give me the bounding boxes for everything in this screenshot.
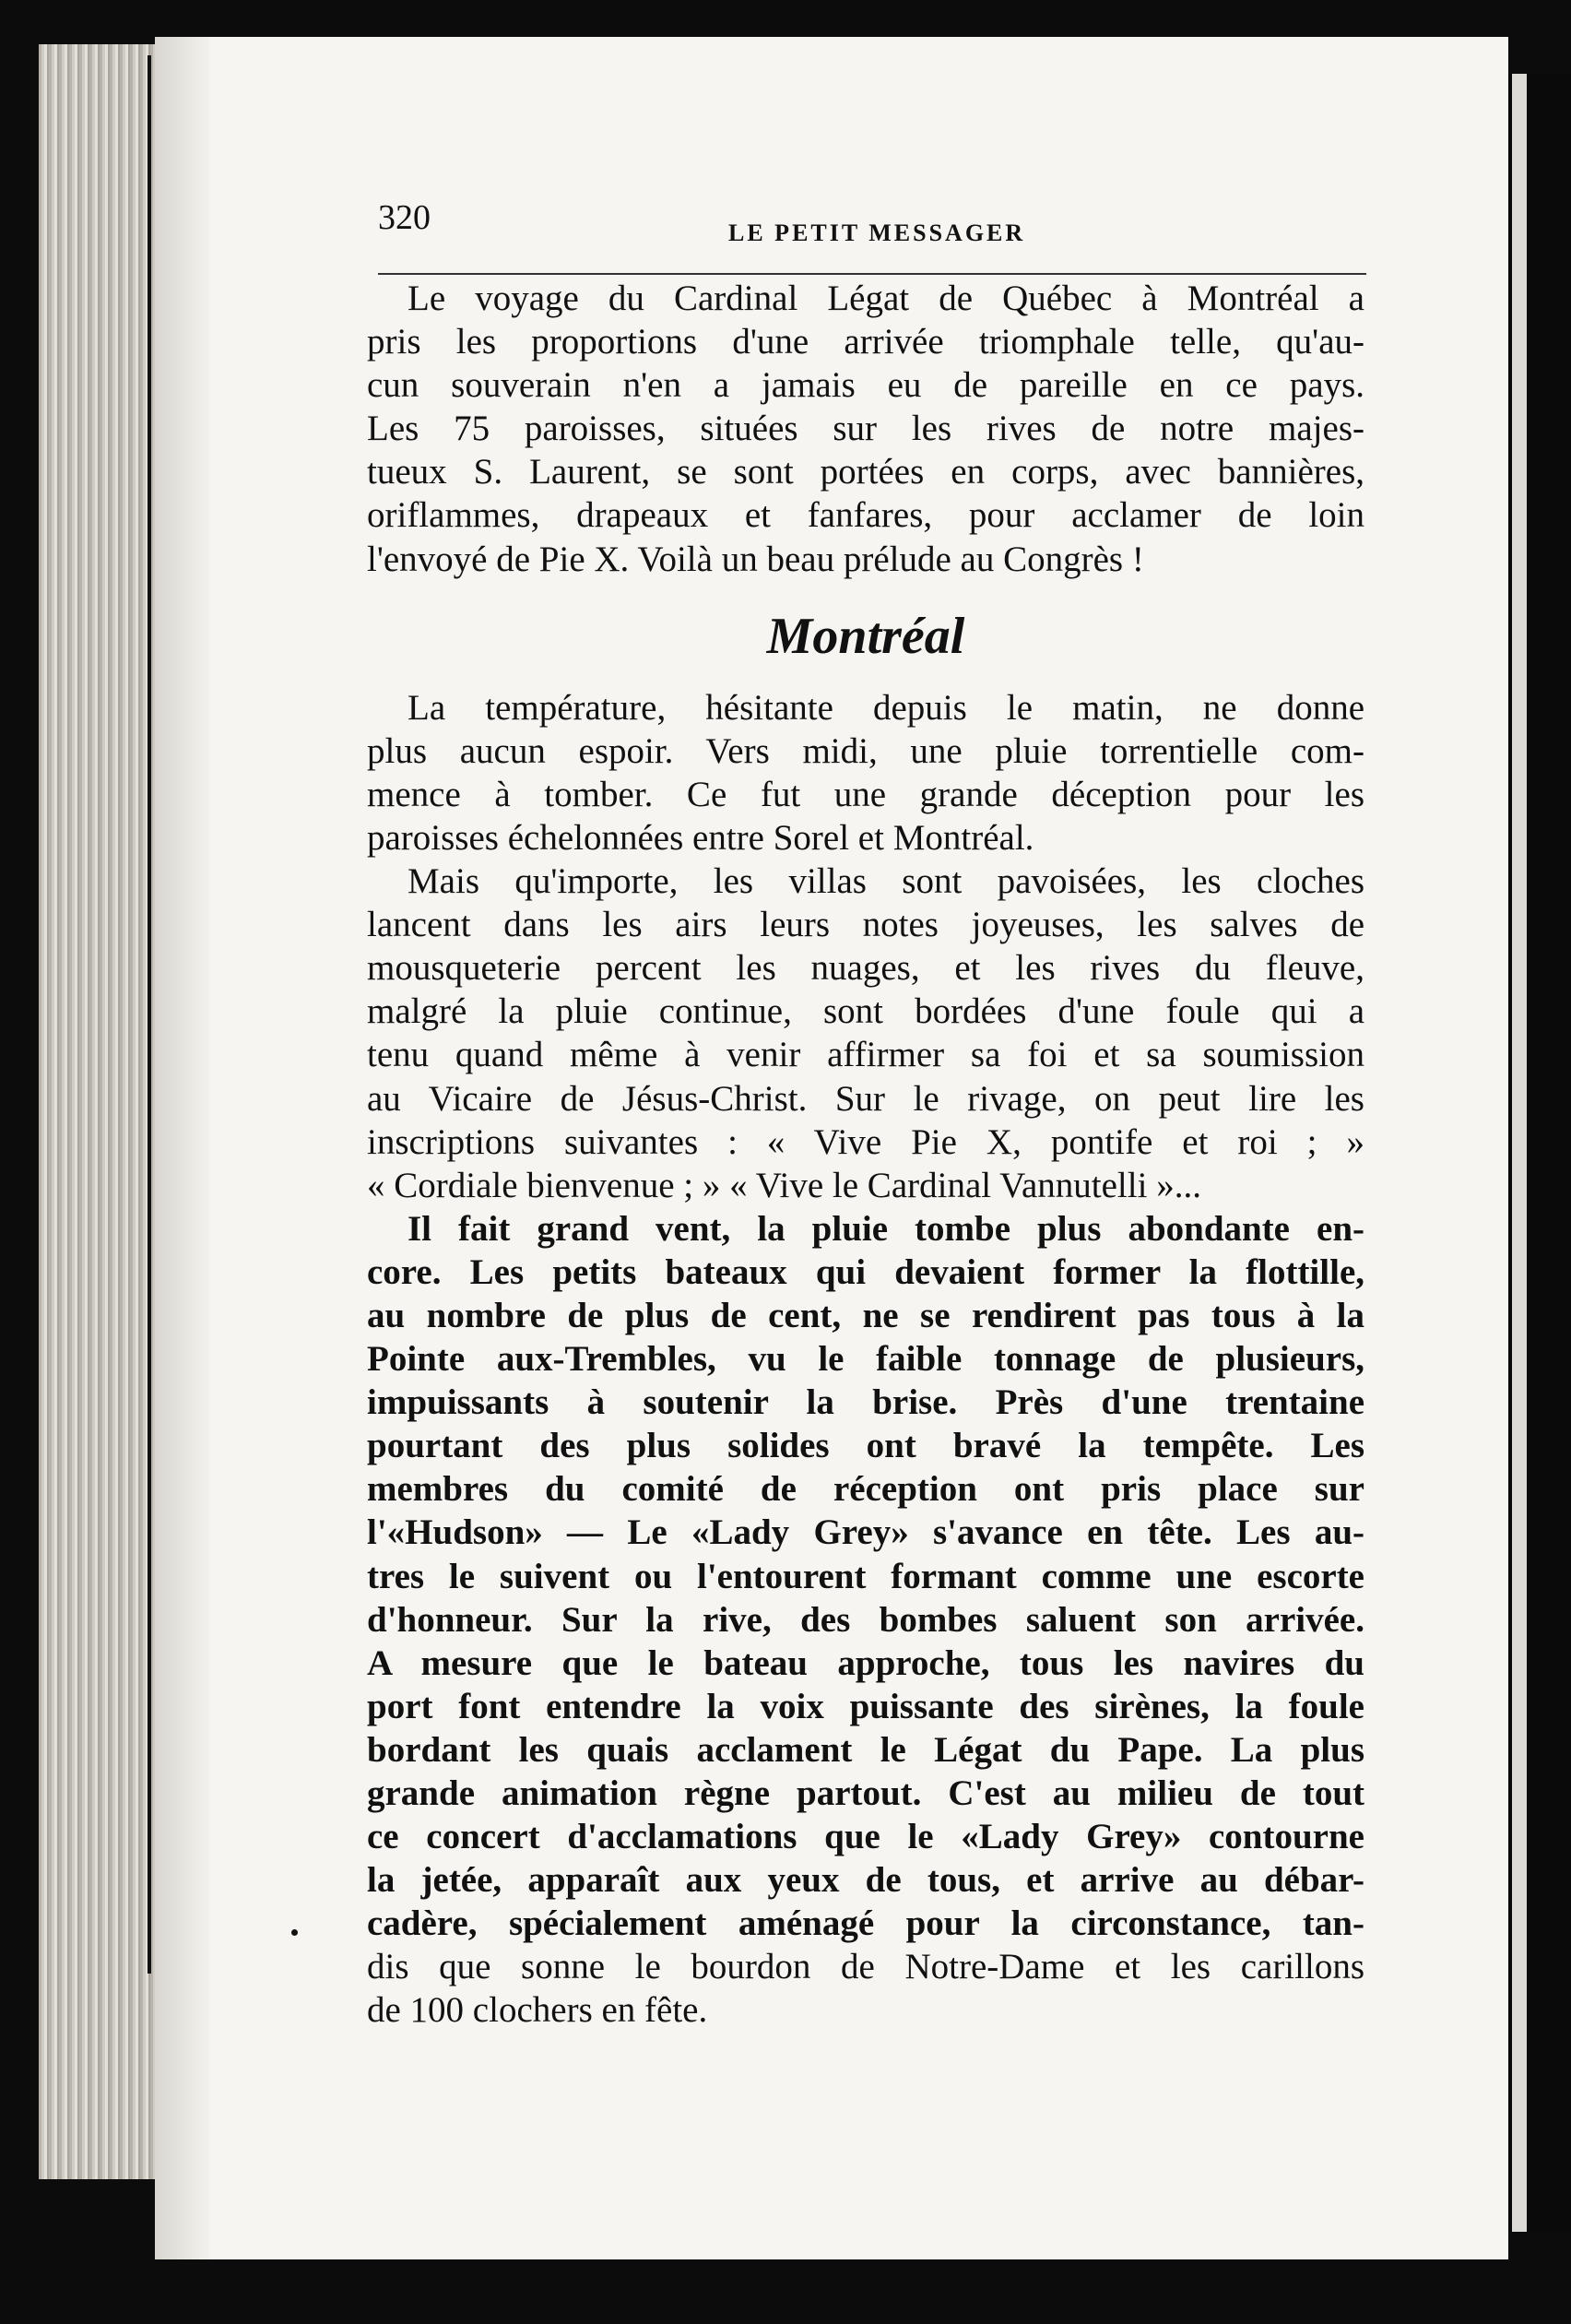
text-line: au Vicaire de Jésus-Christ. Sur le rivage, on peut lire les [367,1078,1364,1119]
text-line: dis que sonne le bourdon de Notre-Dame et les carillons [367,1947,1364,1987]
text-line: cun souverain n'en a jamais eu de pareille en ce pays. [367,365,1364,406]
text-line: la jetée, apparaît aux yeux de tous, et arrive au débar- [367,1860,1364,1901]
text-line: A mesure que le bateau approche, tous les navires du [367,1642,1364,1683]
paragraph [367,1207,1364,2033]
intro-paragraph [367,277,1364,581]
text-line: port font entendre la voix puissante des sirènes, la foule [367,1686,1364,1726]
text-line: pris les proportions d'une arrivée triomphale telle, qu'au- [367,322,1364,362]
text-line: d'honneur. Sur la rive, des bombes saluent son arrivée. [367,1599,1364,1640]
text-line: inscriptions suivantes : « Vive Pie X, pontife et roi ; » [367,1121,1364,1162]
text-line: « Cordiale bienvenue ; » « Vive le Cardinal Vannutelli »... [367,1165,1201,1205]
paragraph [367,860,1364,1207]
text-line: plus aucun espoir. Vers midi, une pluie torrentielle com- [367,730,1364,771]
text-line: lancent dans les airs leurs notes joyeuses, les salves de [367,905,1364,945]
text-line: mence à tomber. Ce fut une grande déception pour les [367,774,1364,814]
text-line: grande animation règne partout. C'est au milieu de tout [367,1773,1364,1813]
text-line: core. Les petits bateaux qui devaient former la flottille, [367,1251,1364,1292]
text-line: paroisses échelonnées entre Sorel et Montréal. [367,817,1034,858]
text-line: oriflammes, drapeaux et fanfares, pour acclamer de loin [367,495,1364,536]
margin-mark [291,1929,298,1936]
text-line: ce concert d'acclamations que le «Lady Grey» contourne [367,1817,1364,1857]
text-line: l'«Hudson» — Le «Lady Grey» s'avance en tête. Les au- [367,1512,1364,1553]
page-body [367,277,1364,2033]
text-line: pourtant des plus solides ont bravé la tempête. Les [367,1426,1364,1466]
text-line: tenu quand même à venir affirmer sa foi et sa soumission [367,1035,1364,1075]
section-title: Montréal [766,607,965,665]
text-line: bordant les quais acclament le Légat du Pape. La plus [367,1729,1364,1770]
text-line: l'envoyé de Pie X. Voilà un beau prélude au Congrès ! [367,539,1144,579]
paragraph [367,686,1364,860]
text-line: tres le suivent ou l'entourent formant comme une escorte [367,1556,1364,1596]
text-line: Mais qu'importe, les villas sont pavoisées, les cloches [408,861,1364,902]
text-line: mousqueterie percent les nuages, et les rives du fleuve, [367,948,1364,989]
text-line: au nombre de plus de cent, ne se rendirent pas tous à la [367,1295,1364,1335]
text-line: tueux S. Laurent, se sont portées en corps, avec bannières, [367,452,1364,492]
text-line: Pointe aux-Trembles, vu le faible tonnage de plusieurs, [367,1339,1364,1380]
text-line: malgré la pluie continue, sont bordées d'une foule qui a [367,991,1364,1032]
text-line: membres du comité de réception ont pris place sur [367,1469,1364,1510]
text-line: Les 75 paroisses, situées sur les rives de notre majes- [367,409,1364,449]
text-line: cadère, spécialement aménagé pour la circonstance, tan- [367,1903,1364,1944]
text-line: Le voyage du Cardinal Légat de Québec à Montréal a [408,279,1364,318]
text-line: impuissants à soutenir la brise. Près d'une trentaine [367,1382,1364,1423]
facing-page-edge [1512,74,1527,2232]
text-line: La température, hésitante depuis le matin, ne donne [408,687,1364,728]
page-header [378,194,1366,249]
header-rule [378,273,1366,275]
text-line: Il fait grand vent, la pluie tombe plus abondante en- [408,1208,1364,1249]
text-line: de 100 clochers en fête. [367,1990,708,2031]
page-edge-shadow [148,55,151,1974]
page-number: 320 [378,198,431,237]
running-head: LE PETIT MESSAGER [728,219,1026,246]
page-gutter [155,37,210,2259]
